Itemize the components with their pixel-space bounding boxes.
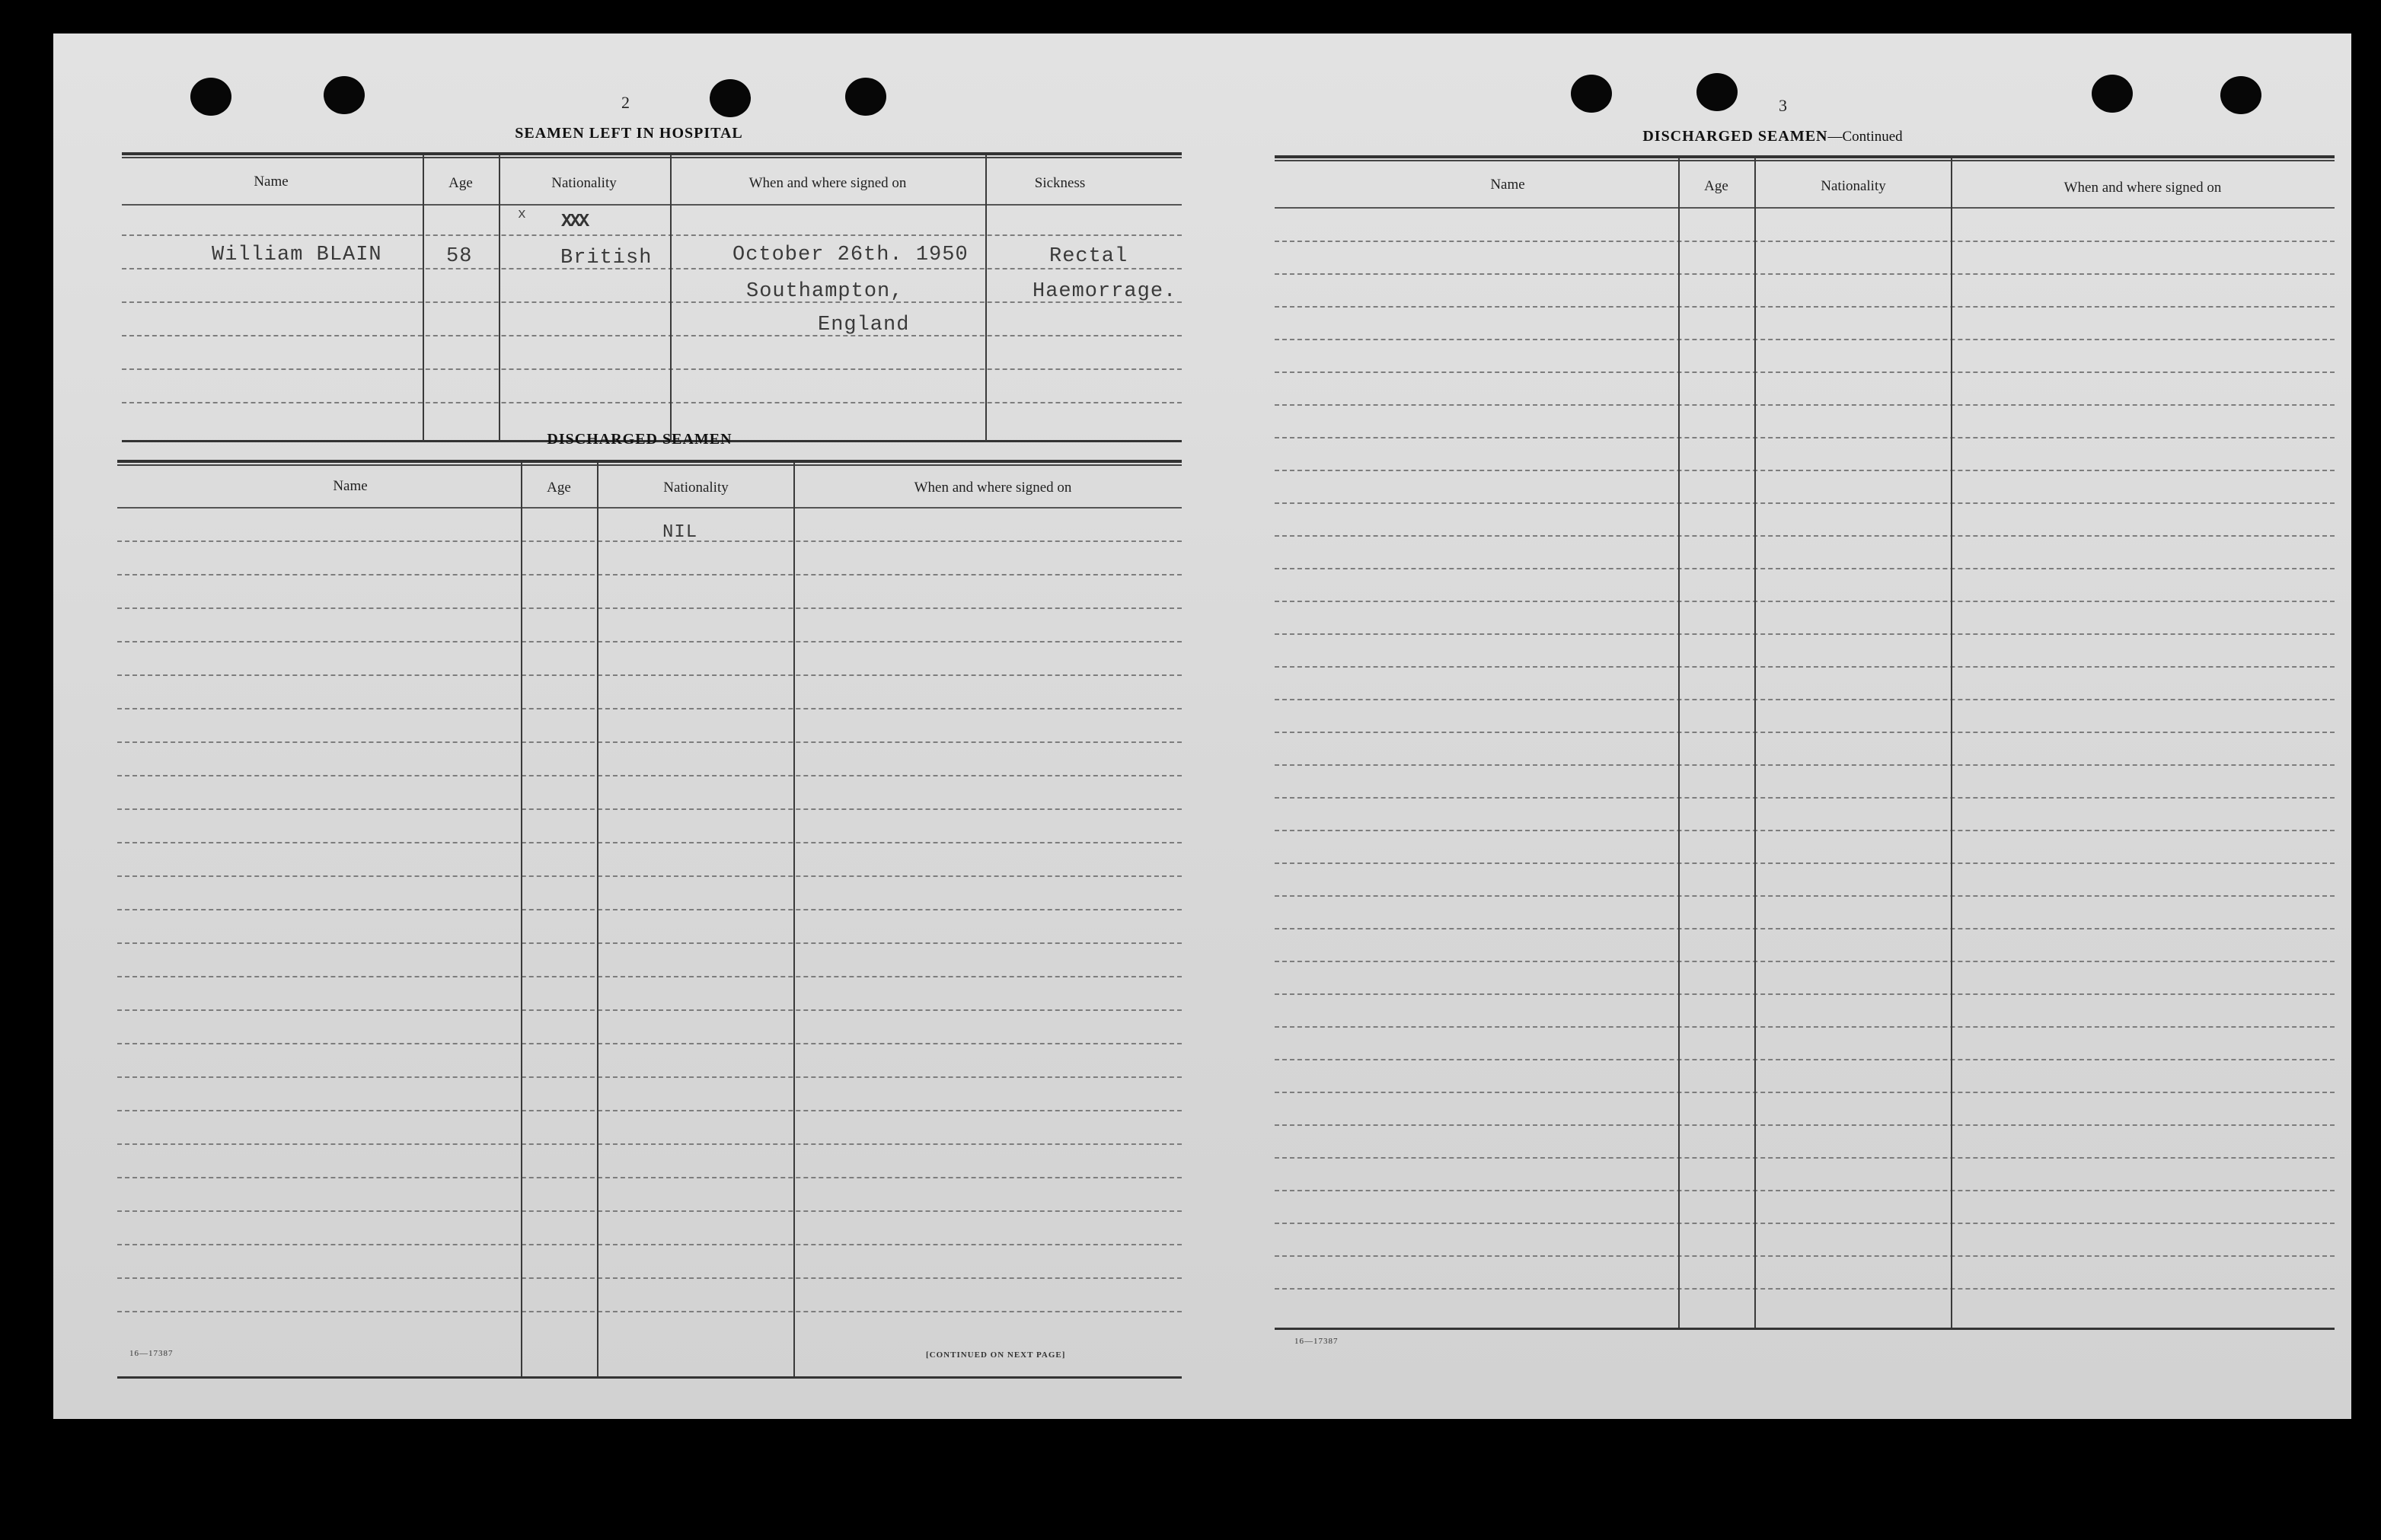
entry-sickness-line1: Rectal <box>1049 245 1128 268</box>
entry-signed-on-place: Southampton, <box>746 280 904 303</box>
entry-nationality: British <box>560 247 653 269</box>
entry-age: 58 <box>446 245 473 268</box>
header-nationality: Nationality <box>663 480 729 496</box>
punch-hole <box>324 76 365 114</box>
discharged-table-left <box>117 460 1182 1381</box>
header-sickness: Sickness <box>1034 175 1086 191</box>
header-signed-on: When and where signed on <box>914 480 1072 496</box>
header-name: Name <box>333 478 368 494</box>
nationality-struck-text: XXX <box>561 212 588 232</box>
hospital-section-title: SEAMEN LEFT IN HOSPITAL <box>515 125 743 142</box>
header-name: Name <box>254 174 289 190</box>
discharged-nil-entry: NIL <box>662 522 698 543</box>
title-main: DISCHARGED SEAMEN <box>1642 128 1828 145</box>
discharged-continued-title <box>1642 128 1902 145</box>
header-age: Age <box>547 480 571 496</box>
punch-hole <box>710 79 751 117</box>
punch-hole <box>190 78 231 116</box>
punch-hole <box>2220 76 2261 114</box>
entry-signed-on-country: England <box>818 314 910 336</box>
punch-hole <box>2092 75 2133 113</box>
header-signed-on: When and where signed on <box>2063 180 2222 196</box>
header-signed-on: When and where signed on <box>748 175 907 191</box>
discharged-section-title: DISCHARGED SEAMEN <box>547 431 732 448</box>
nationality-mark: x <box>518 207 526 222</box>
page-number-right: 3 <box>1779 96 1787 115</box>
header-age: Age <box>448 175 473 191</box>
header-nationality: Nationality <box>551 175 617 191</box>
entry-sickness-line2: Haemorrage. <box>1033 280 1177 303</box>
header-name: Name <box>1490 177 1525 193</box>
punch-hole <box>1571 75 1612 113</box>
entry-name: William BLAIN <box>212 244 382 266</box>
continued-note: [CONTINUED ON NEXT PAGE] <box>926 1350 1066 1360</box>
hospital-table <box>122 152 1182 449</box>
header-nationality: Nationality <box>1821 178 1886 194</box>
form-number-left: 16—17387 <box>129 1349 174 1358</box>
entry-signed-on-date: October 26th. 1950 <box>732 244 969 266</box>
header-age: Age <box>1704 178 1728 194</box>
ledger-sheet <box>53 33 2351 1419</box>
title-suffix: —Continued <box>1827 129 1903 145</box>
punch-hole <box>1696 73 1738 111</box>
page-number-left: 2 <box>621 93 630 112</box>
punch-hole <box>845 78 886 116</box>
form-number-right: 16—17387 <box>1294 1337 1339 1346</box>
discharged-table-right <box>1275 155 2335 1366</box>
